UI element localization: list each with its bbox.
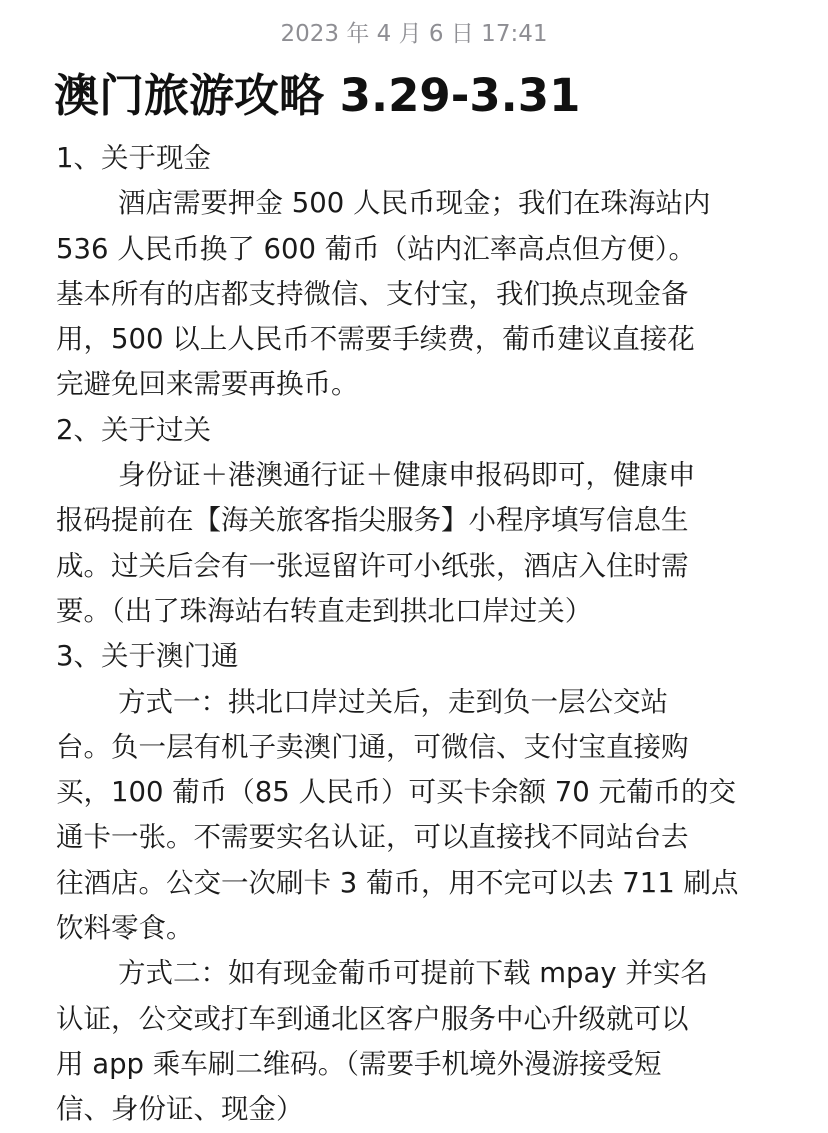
paragraph-line: 台。负一层有机子卖澳门通，可微信、支付宝直接购 [56, 730, 689, 763]
paragraph-line: 往酒店。公交一次刷卡 3 葡币，用不完可以去 711 刷点 [56, 866, 739, 899]
paragraph-line: 报码提前在【海关旅客指尖服务】小程序填写信息生 [56, 504, 689, 537]
paragraph-line: 方式二：如有现金葡币可提前下载 mpay 并实名 [118, 957, 708, 990]
paragraph-line: 方式一：拱北口岸过关后，走到负一层公交站 [118, 685, 668, 718]
note-timestamp: 2023 年 4 月 6 日 17:41 [280, 21, 548, 47]
paragraph-line: 用，500 以上人民币不需要手续费，葡币建议直接花 [56, 323, 695, 356]
paragraph-line: 成。过关后会有一张逗留许可小纸张，酒店入住时需 [56, 549, 689, 582]
section-heading-customs: 2、关于过关 [56, 413, 211, 446]
paragraph-line: 536 人民币换了 600 葡币（站内汇率高点但方便）。 [56, 232, 696, 265]
paragraph-line: 买，100 葡币（85 人民币）可买卡余额 70 元葡币的交 [56, 776, 736, 809]
note-title: 澳门旅游攻略 3.29-3.31 [54, 69, 581, 122]
paragraph-line: 通卡一张。不需要实名认证，可以直接找不同站台去 [56, 821, 689, 854]
paragraph-line: 认证，公交或打车到通北区客户服务中心升级就可以 [56, 1002, 689, 1035]
section-heading-cash: 1、关于现金 [56, 142, 211, 174]
paragraph-line: 信、身份证、现金） [56, 1093, 304, 1126]
section-heading-macau-pass: 3、关于澳门通 [56, 640, 239, 673]
paragraph-line: 酒店需要押金 500 人民币现金；我们在珠海站内 [118, 187, 711, 220]
paragraph-line: 要。（出了珠海站右转直走到拱北口岸过关） [56, 594, 593, 627]
paragraph-line: 完避免回来需要再换币。 [56, 368, 359, 401]
paragraph-line: 身份证＋港澳通行证＋健康申报码即可，健康申 [118, 459, 696, 492]
paragraph-line: 基本所有的店都支持微信、支付宝，我们换点现金备 [56, 277, 689, 310]
paragraph-line: 用 app 乘车刷二维码。（需要手机境外漫游接受短 [56, 1047, 662, 1080]
paragraph-line: 饮料零食。 [56, 912, 194, 945]
note-body[interactable] [56, 136, 776, 1133]
